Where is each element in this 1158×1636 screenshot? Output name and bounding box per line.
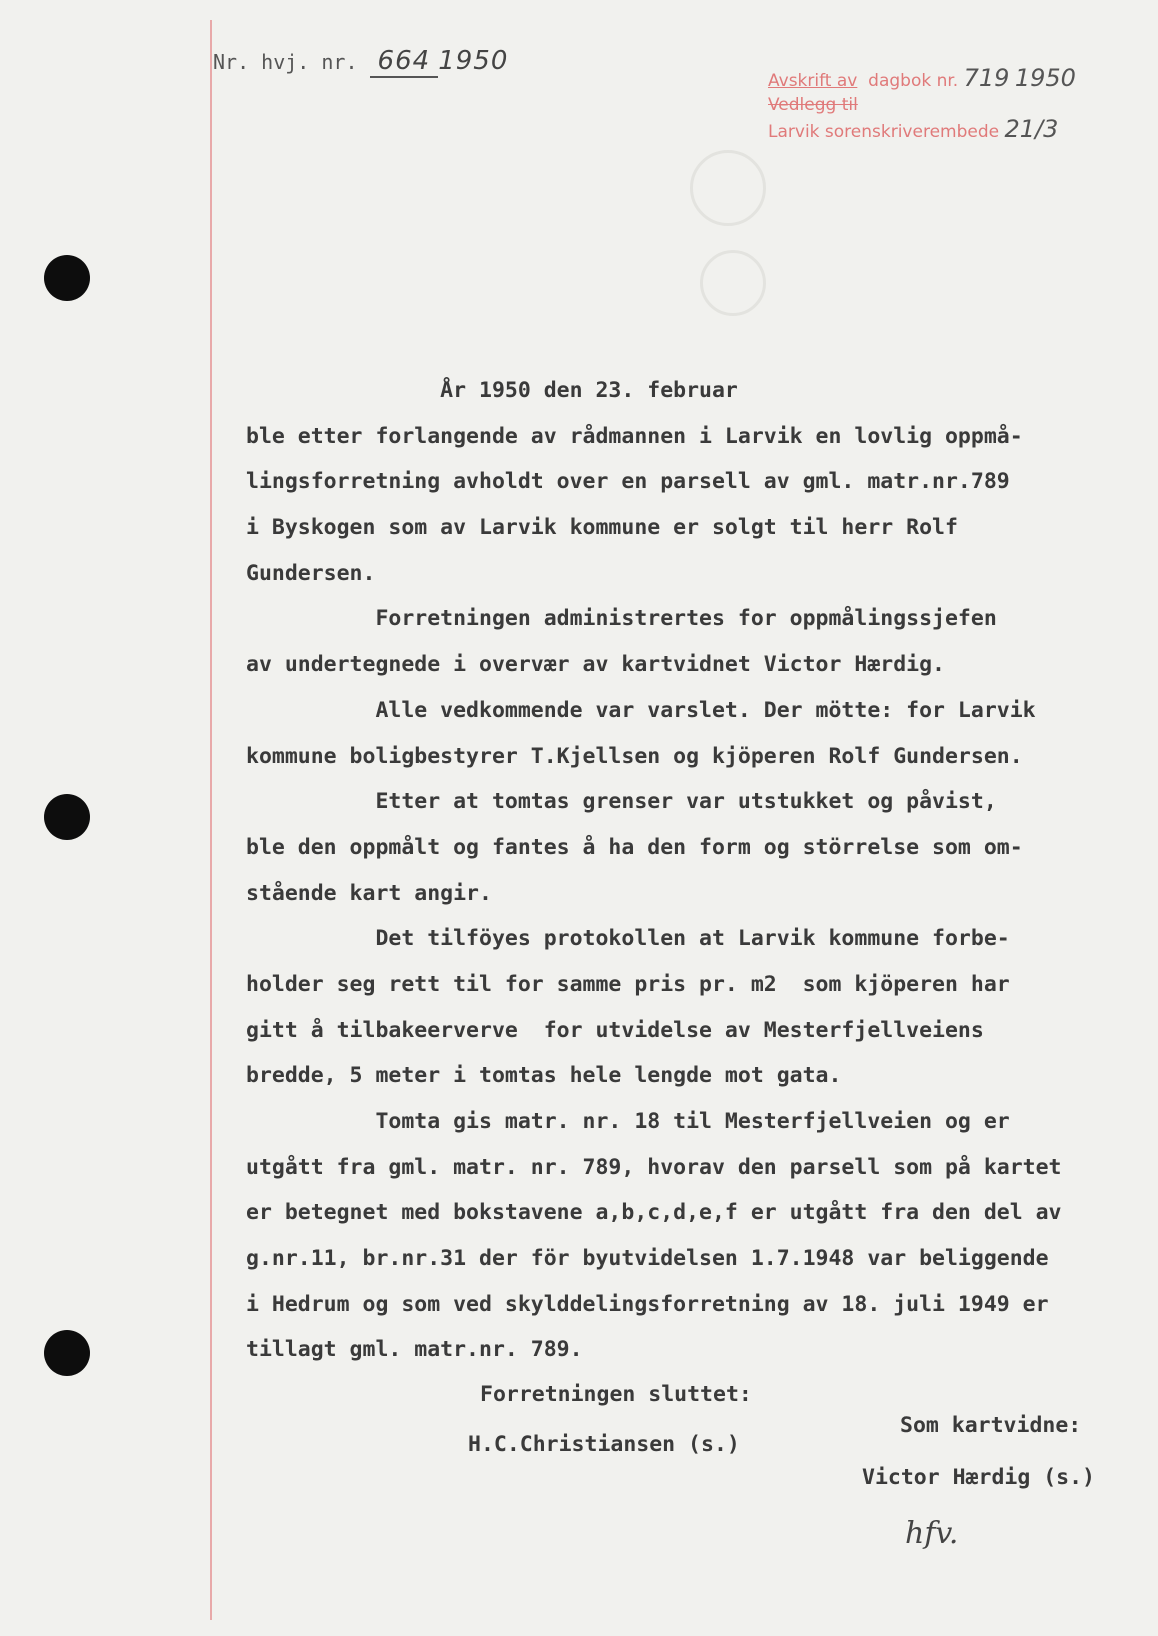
handwritten-initials: hfv.	[905, 1516, 959, 1551]
body-line: er betegnet med bokstavene a,b,c,d,e,f er utgått fra den del av	[246, 1200, 1062, 1226]
body-line: Etter at tomtas grenser var utstukket og påvist,	[246, 789, 997, 815]
body-line: stående kart angir.	[246, 880, 492, 906]
body-line: kommune boligbestyrer T.Kjellsen og kjöperen Rolf Gundersen.	[246, 743, 1023, 769]
stamp-line2: Vedlegg til	[768, 95, 858, 115]
stamp-dagbok-year: 1950	[1014, 64, 1076, 92]
punch-hole	[44, 794, 90, 840]
witness-name: Victor Hærdig (s.)	[862, 1465, 1095, 1490]
stamp-dagbok-label: dagbok nr.	[868, 71, 959, 91]
punch-hole	[44, 255, 90, 301]
concluded-label: Forretningen sluttet:	[480, 1382, 752, 1407]
record-number: 664	[370, 46, 439, 78]
body-line: bredde, 5 meter i tomtas hele lengde mot gata.	[246, 1063, 842, 1089]
body-line: holder seg rett til for samme pris pr. m2 som kjöperen har	[246, 971, 1010, 997]
record-year: 1950	[438, 46, 509, 76]
body-line: i Byskogen som av Larvik kommune er solgt til herr Rolf	[246, 515, 958, 541]
stamp-date: 21/3	[1004, 115, 1059, 143]
witness-label: Som kartvidne:	[900, 1413, 1082, 1438]
stamp-line1: Avskrift av	[768, 71, 858, 91]
body-line: Gundersen.	[246, 560, 376, 586]
body-line: År 1950 den 23. februar	[246, 378, 738, 403]
body-line: i Hedrum og som ved skylddelingsforretning av 18. juli 1949 er	[246, 1291, 1049, 1317]
bleed-through-mark	[700, 250, 766, 316]
body-line: ble den oppmålt og fantes å ha den form og störrelse som om-	[246, 834, 1023, 860]
registry-stamp	[768, 66, 1128, 144]
body-line: Alle vedkommende var varslet. Der mötte: for Larvik	[246, 697, 1036, 723]
body-line: av undertegnede i overvær av kartvidnet Victor Hærdig.	[246, 652, 945, 678]
body-line: ble etter forlangende av rådmannen i Larvik en lovlig oppmå-	[246, 423, 1023, 449]
body-line: Tomta gis matr. nr. 18 til Mesterfjellveien og er	[246, 1109, 1010, 1134]
body-line: utgått fra gml. matr. nr. 789, hvorav den parsell som på kartet	[246, 1154, 1062, 1180]
signer-name: H.C.Christiansen (s.)	[468, 1432, 740, 1457]
record-header	[213, 46, 508, 76]
body-line: gitt å tilbakeerverve for utvidelse av Mesterfjellveiens	[246, 1017, 984, 1043]
bleed-through-mark	[690, 150, 766, 226]
margin-rule	[210, 20, 212, 1620]
record-prefix: Nr. hvj. nr.	[213, 50, 358, 74]
body-line: Forretningen administrertes for oppmålingssjefen	[246, 606, 997, 632]
stamp-office: Larvik sorenskriverembede	[768, 122, 1000, 142]
body-line: tillagt gml. matr.nr. 789.	[246, 1337, 583, 1363]
body-line: g.nr.11, br.nr.31 der för byutvidelsen 1.7.1948 var beliggende	[246, 1246, 1049, 1272]
stamp-dagbok-number: 719	[963, 64, 1010, 92]
body-line: Det tilföyes protokollen at Larvik kommune forbe-	[246, 926, 1010, 952]
punch-hole	[44, 1330, 90, 1376]
body-line: lingsforretning avholdt over en parsell av gml. matr.nr.789	[246, 469, 1010, 495]
body-text	[246, 368, 1126, 1373]
